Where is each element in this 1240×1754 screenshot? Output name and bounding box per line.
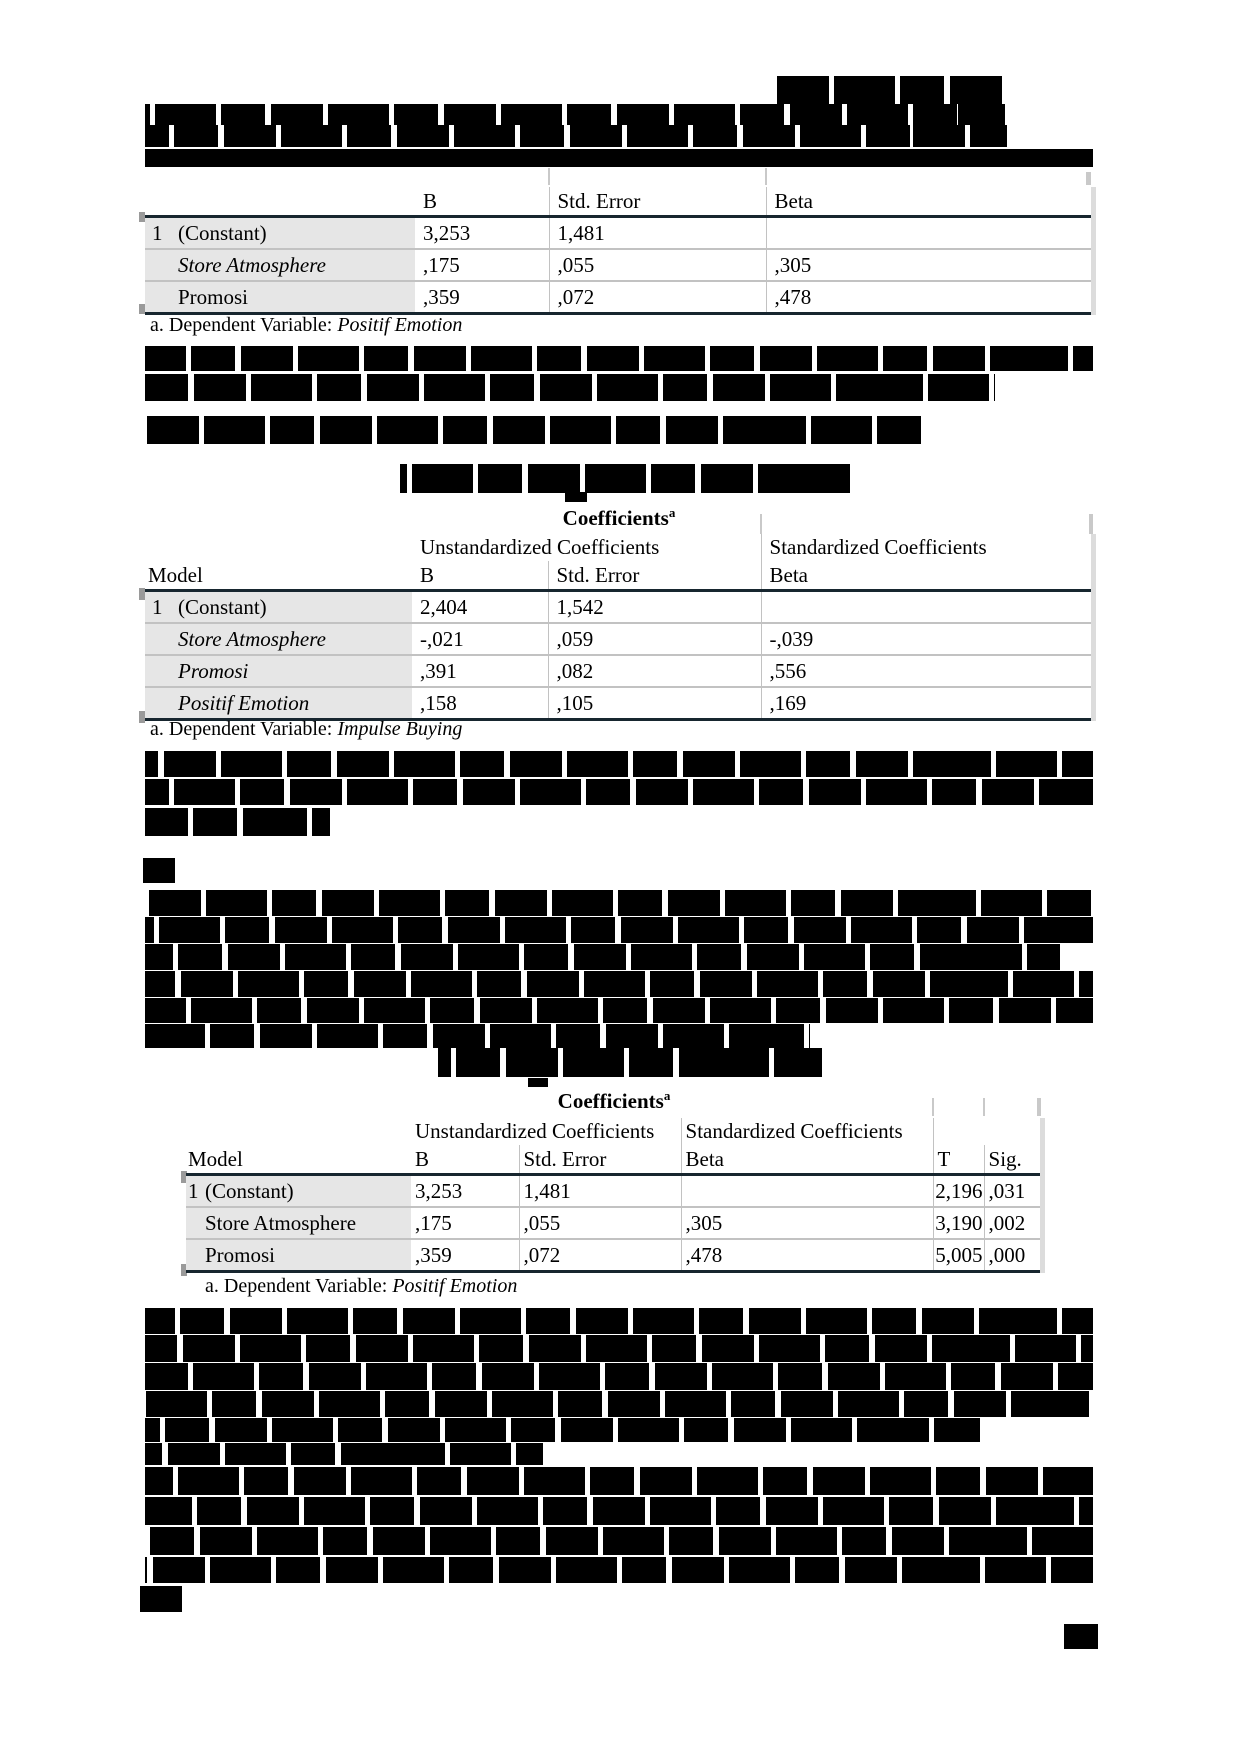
dependent-variable-name: Positif Emotion	[337, 314, 463, 336]
redacted-content	[145, 779, 1093, 805]
col-header-b: B	[412, 561, 548, 591]
redacted-content	[145, 346, 1093, 371]
redacted-content	[145, 125, 1007, 147]
table-row: 1 (Constant) 2,404 1,542	[145, 591, 1093, 624]
footnote-prefix: a. Dependent Variable:	[205, 1275, 393, 1297]
redacted-content	[145, 1527, 1093, 1555]
table-row: Promosi ,359 ,072 ,478	[145, 281, 1093, 314]
redacted-content	[145, 751, 1093, 777]
col-header-std-error: Std. Error	[549, 187, 766, 217]
coefficients-table-3	[186, 1118, 1045, 1273]
footnote-marker: a	[663, 1088, 671, 1103]
group-header-standardized: Standardized Coefficients	[681, 1118, 933, 1145]
group-header-unstandardized: Unstandardized Coefficients	[415, 1119, 655, 1144]
redacted-content	[145, 416, 925, 444]
table-row: Promosi ,391 ,082 ,556	[145, 655, 1093, 687]
col-header-beta: Beta	[681, 1145, 933, 1175]
table1-footnote	[150, 315, 462, 335]
redacted-content	[400, 464, 850, 493]
group-header-row	[145, 534, 1093, 561]
dependent-variable-name: Positif Emotion	[392, 1275, 518, 1297]
group-header-row	[186, 1118, 1042, 1145]
redacted-content	[145, 104, 1005, 125]
redacted-content	[777, 76, 1005, 104]
redacted-content	[145, 1557, 1093, 1583]
col-header-std-error: Std. Error	[548, 561, 761, 591]
coefficients-table-1	[145, 187, 1096, 315]
table2-footnote	[150, 719, 462, 739]
dependent-variable-name: Impulse Buying	[337, 718, 463, 740]
empty-header-cell	[145, 534, 412, 561]
redacted-content	[145, 1024, 810, 1048]
redacted-content	[145, 1418, 980, 1442]
table-row: 1 (Constant) 3,253 1,481	[145, 217, 1093, 250]
table-row: Store Atmosphere ,175 ,055 ,305 3,190 ,002	[186, 1207, 1042, 1239]
footnote-prefix: a. Dependent Variable:	[150, 314, 338, 336]
redacted-content	[145, 1443, 543, 1465]
table-row: Store Atmosphere ,175 ,055 ,305	[145, 249, 1093, 281]
table-header-row	[145, 187, 1093, 217]
table3-title: Coefficients$^a$	[557, 1088, 671, 1113]
redacted-content	[145, 1363, 1093, 1390]
redacted-content	[145, 1391, 1093, 1417]
redacted-content	[145, 998, 1093, 1023]
group-header-unstandardized: Unstandardized Coefficients	[420, 535, 660, 560]
col-header-b: B	[415, 187, 549, 217]
redacted-content	[145, 808, 330, 836]
redacted-content	[145, 890, 1093, 916]
redacted-content	[145, 917, 1093, 943]
redacted-content	[145, 1308, 1093, 1334]
redacted-content	[438, 1048, 822, 1077]
col-header-t: T	[933, 1145, 984, 1175]
redacted-content	[145, 149, 1093, 167]
group-header-standardized: Standardized Coefficients	[761, 534, 1093, 561]
table-header-row	[186, 1145, 1042, 1175]
table-header-row	[145, 561, 1093, 591]
redacted-content	[145, 944, 1060, 970]
redacted-content	[765, 168, 767, 185]
empty-header-cell	[186, 1118, 411, 1145]
table-row: Promosi ,359 ,072 ,478 5,005 ,000	[186, 1239, 1042, 1272]
redacted-content	[145, 1335, 1093, 1362]
table-row: Positif Emotion ,158 ,105 ,169	[145, 687, 1093, 720]
col-header-sig: Sig.	[984, 1145, 1042, 1175]
redacted-content	[1064, 1624, 1098, 1649]
table-row: Store Atmosphere -,021 ,059 -,039	[145, 623, 1093, 655]
col-header-beta: Beta	[761, 561, 1093, 591]
coefficients-table-2	[145, 534, 1096, 721]
empty-header-cell	[145, 187, 415, 217]
redacted-content	[140, 1586, 182, 1612]
col-header-b: B	[411, 1145, 519, 1175]
redacted-content	[548, 168, 550, 185]
col-header-model: Model	[145, 561, 412, 591]
col-header-beta: Beta	[766, 187, 1093, 217]
footnote-prefix: a. Dependent Variable:	[150, 718, 338, 740]
redacted-content	[565, 492, 587, 502]
redacted-content	[145, 374, 995, 401]
table-row: 1 (Constant) 3,253 1,481 2,196 ,031	[186, 1175, 1042, 1208]
empty-header-cell	[933, 1118, 1042, 1145]
table3-footnote	[205, 1276, 517, 1296]
redacted-content	[145, 1467, 1093, 1495]
redacted-content	[143, 858, 175, 883]
col-header-model: Model	[186, 1145, 411, 1175]
table2-title: Coefficients$^a$	[562, 505, 676, 530]
footnote-marker: a	[668, 505, 676, 520]
redacted-content	[145, 1497, 1093, 1525]
redacted-content	[145, 971, 1093, 997]
redacted-content	[1086, 172, 1091, 185]
col-header-std-error: Std. Error	[519, 1145, 681, 1175]
redacted-content	[528, 1078, 548, 1087]
